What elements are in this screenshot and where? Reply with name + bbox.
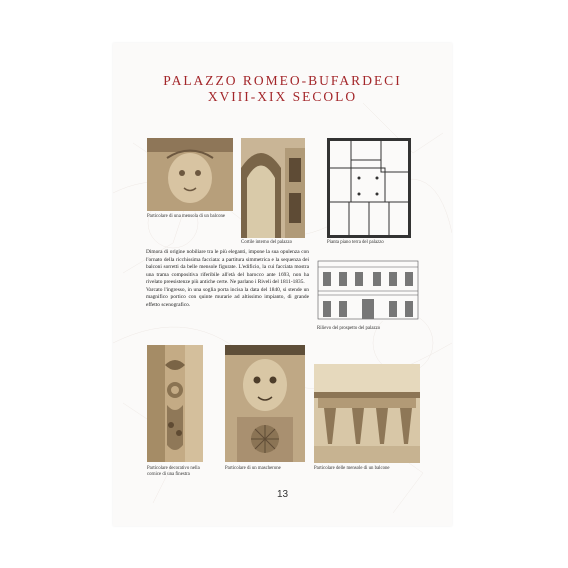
caption-rilievo: Rilievo del prospetto del palazzo [317, 326, 381, 331]
page-title: PALAZZO ROMEO-BUFARDECI [163, 73, 402, 88]
photo-mascherone [225, 345, 305, 462]
drawing-pianta-piano-terra [327, 138, 411, 238]
caption-cornice: Particolare decorativo nella cornice di una finestra [147, 466, 200, 477]
caption-mascherone: Particolare di un mascherone [225, 466, 281, 471]
photo-cortile-interno [241, 138, 305, 238]
body-paragraph-2: Varcato l'ingresso, in una soglia porta incisa la data del 1840, si stende un magnifico portico con quinte murarie ad altissimo impianto, di grande effetto scenografico. [146, 286, 309, 308]
caption-mensola: Particolare di una mensola di un balcone [147, 214, 226, 219]
caption-cortile: Cortile interno del palazzo [241, 240, 293, 245]
page-subtitle: XVIII-XIX SECOLO [207, 89, 358, 104]
page-number: 13 [276, 489, 289, 500]
photo-mensola-balcone [147, 138, 233, 211]
photo-mensole-balcone [314, 364, 420, 463]
caption-mensole: Particolare delle mensole di un balcone [314, 466, 390, 471]
brochure-page [113, 43, 452, 526]
body-text [146, 249, 309, 309]
photo-cornice-finestra [147, 345, 203, 462]
caption-pianta: Pianta piano terra del palazzo [327, 240, 384, 245]
body-paragraph-1: Dimora di origine nobiliare tra le più eleganti, impone la sua opulenza con l'ornato della ricchissima facciata: a partitura simmetrica e la sequenza dei balconi sorretti da belle mensole figurate. L'edificio, la cui facciata mostra una trama compositiva riferibile all'età del barocco ante 1693, non ha rivelato preesistenze più antiche certe. Ne parlano i Riveli del 1811-1835. [146, 249, 309, 285]
drawing-rilievo-prospetto [317, 259, 419, 321]
